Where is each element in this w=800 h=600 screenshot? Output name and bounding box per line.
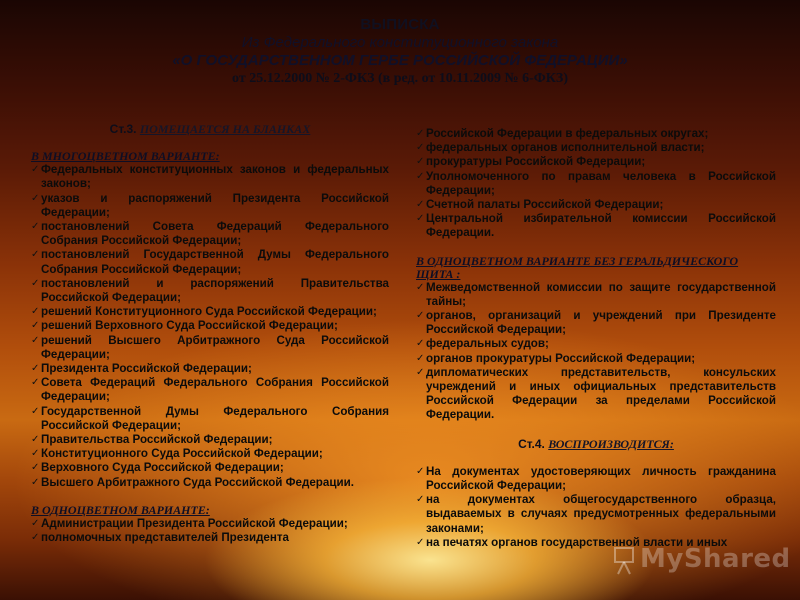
list-item: ✓ Российской Федерации в федеральных округах; <box>416 127 776 141</box>
article-3-heading <box>31 122 389 136</box>
list-item: ✓ Межведомственной комиссии по защите государственной тайны; <box>416 281 776 309</box>
continued-list <box>416 127 776 241</box>
section-multicolor-heading: В МНОГОЦВЕТНОМ ВАРИАНТЕ: <box>31 149 220 164</box>
subtitle: Из Федерального конституционного закона <box>241 34 559 51</box>
watermark <box>612 542 792 582</box>
article-4-caption: ВОСПРОИЗВОДИТСЯ: <box>548 436 674 451</box>
list-item: ✓ дипломатических представительств, консульских учреждений и иных официальных представительств Российской Федерации за пределами Российской Федерации. <box>416 366 776 423</box>
slide-header <box>0 16 800 88</box>
law-date: от 25.12.2000 № 2-ФКЗ (в ред. от 10.11.2009 № 6-ФКЗ) <box>232 71 568 86</box>
law-title: «О ГОСУДАРСТВЕННОМ ГЕРБЕ РОССИЙСКОЙ ФЕДЕРАЦИИ» <box>172 52 628 69</box>
list-item: ✓ постановлений и распоряжений Правительства Российской Федерации; <box>31 277 389 305</box>
list-item: ✓ Правительства Российской Федерации; <box>31 433 389 447</box>
list-item: ✓ Государственной Думы Федерального Собрания Российской Федерации; <box>31 405 389 433</box>
list-item: ✓ полномочных представителей Президента <box>31 531 389 545</box>
list-item: ✓ прокуратуры Российской Федерации; <box>416 155 776 169</box>
list-item: ✓ решений Конституционного Суда Российской Федерации; <box>31 305 389 319</box>
mono-no-shield-list <box>416 281 776 423</box>
watermark-text: MyShared <box>640 544 791 574</box>
monocolor-list <box>31 517 389 545</box>
list-item: ✓ решений Высшего Арбитражного Суда Российской Федерации; <box>31 334 389 362</box>
list-item: ✓ На документах удостоверяющих личность гражданина Российской Федерации; <box>416 465 776 493</box>
list-item: ✓ Федеральных конституционных законов и федеральных законов; <box>31 163 389 191</box>
page-title: ВЫПИСКА <box>360 16 440 33</box>
list-item: ✓ постановлений Государственной Думы Федерального Собрания Российской Федерации; <box>31 248 389 276</box>
list-item: ✓ Центральной избирательной комиссии Российской Федерации. <box>416 212 776 240</box>
list-item: ✓ Конституционного Суда Российской Федерации; <box>31 447 389 461</box>
list-item: ✓ указов и распоряжений Президента Российской Федерации; <box>31 192 389 220</box>
list-item: ✓ на документах общегосударственного образца, выдаваемых в случаях предусмотренных федеральными законами; <box>416 493 776 536</box>
section-monocolor-heading: В ОДНОЦВЕТНОМ ВАРИАНТЕ: <box>31 502 210 517</box>
list-item: ✓ на печатях органов государственной власти и иных <box>416 536 776 550</box>
list-item: ✓ Совета Федераций Федерального Собрания Российской Федерации; <box>31 376 389 404</box>
multicolor-list <box>31 163 389 490</box>
list-item: ✓ Президента Российской Федерации; <box>31 362 389 376</box>
section-mono-no-shield-heading: В ОДНОЦВЕТНОМ ВАРИАНТЕ БЕЗ ГЕРАЛЬДИЧЕСКОГО ЩИТА : <box>416 253 739 281</box>
list-item: ✓ органов прокуратуры Российской Федерации; <box>416 352 776 366</box>
list-item: ✓ Уполномоченного по правам человека в Российской Федерации; <box>416 170 776 198</box>
article-4-heading <box>416 437 776 451</box>
list-item: ✓ постановлений Совета Федераций Федерального Собрания Российской Федерации; <box>31 220 389 248</box>
article-4-number: Ст.4. <box>518 436 545 451</box>
list-item: ✓ Верховного Суда Российской Федерации; <box>31 461 389 475</box>
article-4-list <box>416 465 776 550</box>
list-item: ✓ Высшего Арбитражного Суда Российской Федерации. <box>31 476 389 490</box>
list-item: ✓ Администрации Президента Российской Федерации; <box>31 517 389 531</box>
article-3-number: Ст.3. <box>109 122 137 136</box>
article-3-caption: ПОМЕЩАЕТСЯ НА БЛАНКАХ <box>139 122 311 136</box>
list-item: ✓ федеральных судов; <box>416 337 776 351</box>
list-item: ✓ органов, организаций и учреждений при Президенте Российской Федерации; <box>416 309 776 337</box>
right-column <box>416 127 776 550</box>
list-item: ✓ решений Верховного Суда Российской Федерации; <box>31 319 389 333</box>
left-column <box>31 122 389 545</box>
presentation-board-icon <box>612 546 636 576</box>
list-item: ✓ федеральных органов исполнительной власти; <box>416 141 776 155</box>
list-item: ✓ Счетной палаты Российской Федерации; <box>416 198 776 212</box>
